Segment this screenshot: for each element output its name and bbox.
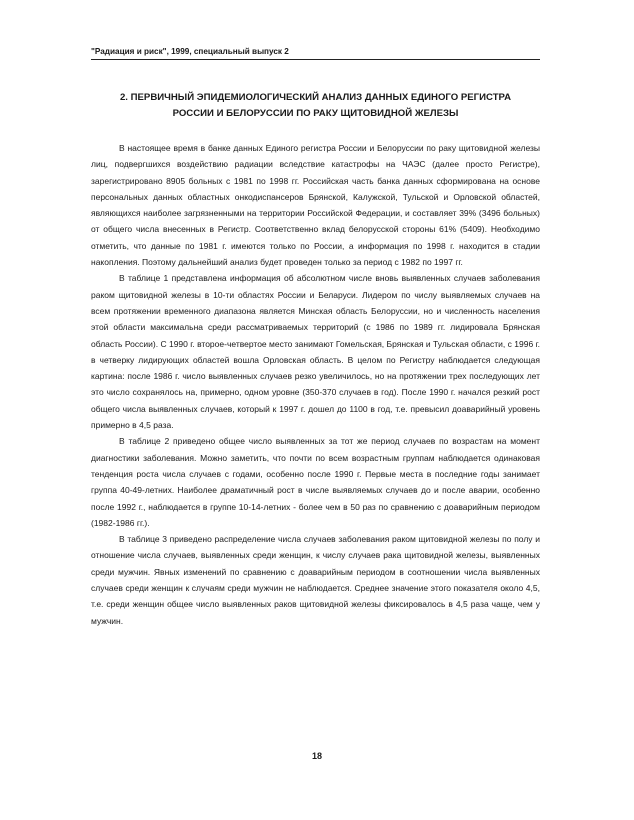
running-header: "Радиация и риск", 1999, специальный выпуск 2: [91, 47, 289, 56]
paragraph-2: В таблице 1 представлена информация об абсолютном числе вновь выявленных случаев заболевания раком щитовидной железы в 10-ти областях России и Беларуси. Лидером по числу выявляемых случаев на всем протяжении временного диапазона является Минская область Белоруссии, но и численность населения этой области максимальна среди рассматриваемых территорий (с 1986 по 1989 гг. лидировала Брянская область России). С 1990 г. второе-четвертое место занимают Гомельская, Брянская и Тульская области, с 1996 г. в четверку лидирующих областей вошла Орловская область. В целом по Регистру наблюдается следующая картина: после 1986 г. число выявленных случаев резко увеличилось, но на протяжении трех последующих лет это число сохранялось на, примерно, одном уровне (350-370 случаев в год). После 1990 г. начался резкий рост общего числа выявленных случаев, который к 1997 г. дошел до 1100 в год, т.е. превысил доаварийный уровень примерно в 4,5 раза.: [91, 273, 540, 431]
section-title-line-1: 2. ПЕРВИЧНЫЙ ЭПИДЕМИОЛОГИЧЕСКИЙ АНАЛИЗ ДАННЫХ ЕДИНОГО РЕГИСТРА: [119, 92, 512, 103]
section-title-line-2: РОССИИ И БЕЛОРУССИИ ПО РАКУ ЩИТОВИДНОЙ ЖЕЛЕЗЫ: [172, 108, 459, 119]
section-title: [91, 90, 540, 122]
paragraph-1: В настоящее время в банке данных Единого регистра России и Белоруссии по раку щитовидной железы лиц, подвергшихся воздействию радиации вследствие катастрофы на ЧАЭС (далее просто Регистре), зарегистрировано 8905 больных с 1981 по 1998 гг. Российская часть банка данных сформирована на основе персональных данных областных онкодиспансеров Брянской, Калужской, Тульской и Орловской областей, являющихся наиболее загрязненными на территории Российской Федерации, и составляет 39% (3496 больных) от общего числа внесенных в Регистр. Соответственно вклад белорусской стороны 61% (5409). Необходимо отметить, что данные по 1981 г. имеются только по России, а информация по 1998 г. находится в стадии накопления. Поэтому дальнейший анализ будет проведен только за период с 1982 по 1997 гг.: [91, 143, 540, 268]
paragraph-4: В таблице 3 приведено распределение числа случаев заболевания раком щитовидной железы по полу и отношение числа случаев, выявленных среди женщин, к числу случаев рака щитовидной железы, выявленных среди мужчин. Явных изменений по сравнению с доаварийным периодом в соотношении числа выявленных случаев среди женщин к случаям среди мужчин не наблюдается. Среднее значение этого показателя около 4,5, т.е. среди женщин общее число выявленных раков щитовидной железы фиксировалось в 4,5 раза чаще, чем у мужчин.: [91, 534, 540, 626]
header-divider: [91, 59, 540, 60]
paragraph-3: В таблице 2 приведено общее число выявленных за тот же период случаев по возрастам на момент диагностики заболевания. Можно заметить, что почти по всем возрастным группам наблюдается одинаковая тенденция роста числа случаев с годами, особенно после 1990 г. Первые места в последние годы занимает группа 40-49-летних. Наиболее драматичный рост в числе выявляемых случаев до и после аварии, особенно после 1992 г., наблюдается в группе 10-14-летних - более чем в 50 раз по сравнению с доаварийным периодом (1982-1986 гг.).: [91, 436, 540, 528]
body-text: [91, 140, 540, 629]
page-number: 18: [311, 751, 322, 761]
